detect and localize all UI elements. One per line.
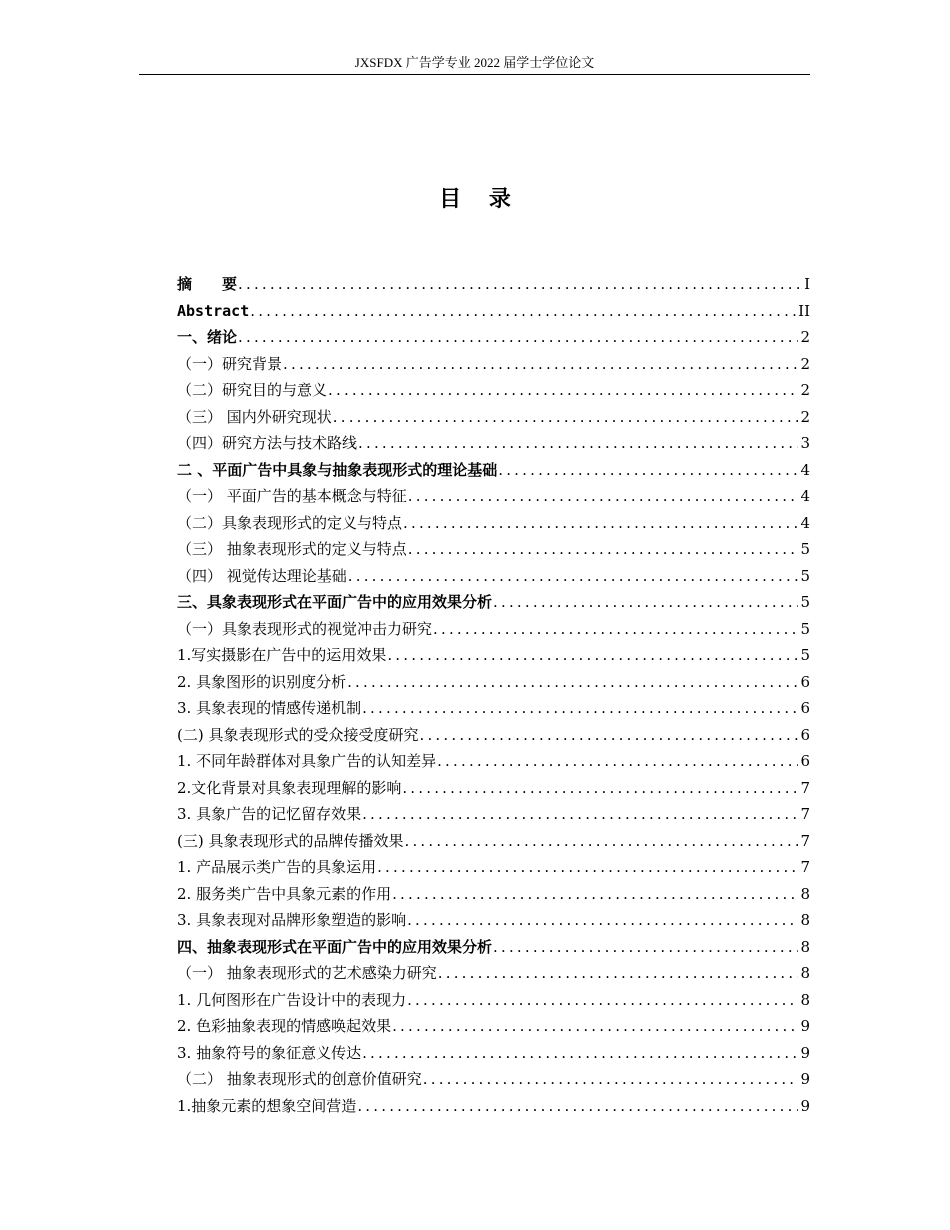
toc-dot-leader (498, 457, 798, 484)
toc-dot-leader (362, 801, 798, 828)
toc-section-entry[interactable] (177, 960, 810, 987)
toc-section-entry[interactable] (177, 775, 810, 802)
toc-page-number: 9 (800, 1096, 810, 1115)
toc-section-entry[interactable] (177, 907, 810, 934)
toc-section-entry[interactable] (177, 881, 810, 908)
toc-page-number: 2 (800, 407, 810, 426)
toc-dot-leader (358, 430, 798, 457)
toc-page-number: 7 (800, 831, 810, 850)
toc-chapter-entry[interactable] (177, 324, 810, 351)
toc-page-number: 7 (800, 858, 810, 876)
toc-page-number: 6 (800, 699, 810, 717)
toc-page-number: 2 (800, 354, 810, 373)
toc-dot-leader (392, 881, 798, 908)
toc-section-entry[interactable] (177, 536, 810, 563)
toc-page-number: 5 (800, 593, 810, 611)
toc-page-number: 9 (800, 1070, 810, 1088)
toc-entry-title: 1. 产品展示类广告的具象运用 (177, 858, 377, 876)
toc-page-number: II (798, 301, 810, 320)
toc-dot-leader (362, 1040, 798, 1067)
toc-entry-title: 1.写实摄影在广告中的运用效果 (177, 646, 387, 664)
toc-entry-title: 2. 色彩抽象表现的情感唤起效果 (177, 1017, 392, 1035)
toc-dot-leader (328, 377, 798, 404)
toc-section-entry[interactable] (177, 642, 810, 669)
toc-section-entry[interactable] (177, 1093, 810, 1120)
toc-entry-title: 1. 不同年龄群体对具象广告的认知差异 (177, 752, 437, 770)
toc-entry-title: 三、具象表现形式在平面广告中的应用效果分析 (177, 593, 493, 611)
toc-section-entry[interactable] (177, 987, 810, 1014)
toc-dot-leader (250, 298, 796, 325)
toc-page-number: 3 (800, 434, 810, 452)
toc-chapter-entry[interactable] (177, 298, 810, 325)
toc-page-number: 8 (800, 911, 810, 929)
toc-section-entry[interactable] (177, 801, 810, 828)
toc-entry-title: （一） 抽象表现形式的艺术感染力研究 (177, 964, 437, 982)
toc-dot-leader (493, 934, 798, 961)
toc-section-entry[interactable] (177, 828, 810, 855)
toc-title: 目 录 (439, 187, 521, 212)
toc-page-number: 5 (800, 619, 810, 638)
toc-section-entry[interactable] (177, 1066, 810, 1093)
toc-page-number: 8 (800, 937, 810, 956)
toc-section-entry[interactable] (177, 1013, 810, 1040)
toc-page-number: 6 (800, 752, 810, 770)
toc-entry-title: 1.抽象元素的想象空间营造 (177, 1096, 357, 1115)
toc-chapter-entry[interactable] (177, 934, 810, 961)
toc-chapter-entry[interactable] (177, 457, 810, 484)
toc-entry-title: （四） 视觉传达理论基础 (177, 566, 347, 585)
toc-page-number: 4 (800, 460, 810, 479)
toc-dot-leader (357, 1093, 798, 1120)
toc-entry-title: Abstract (177, 301, 250, 320)
toc-dot-leader (362, 695, 798, 722)
toc-chapter-entry[interactable] (177, 589, 810, 616)
toc-dot-leader (408, 483, 799, 510)
toc-section-entry[interactable] (177, 1040, 810, 1067)
toc-dot-leader (403, 510, 798, 537)
toc-entry-title: （一） 平面广告的基本概念与特征 (177, 487, 407, 505)
toc-section-entry[interactable] (177, 563, 810, 590)
toc-entry-title: (三) 具象表现形式的品牌传播效果 (177, 831, 404, 850)
toc-dot-leader (402, 775, 798, 802)
toc-page-number: 7 (800, 805, 810, 823)
toc-dot-leader (404, 828, 798, 855)
toc-entry-title: 2. 具象图形的识别度分析 (177, 672, 347, 691)
toc-entry-title: （四）研究方法与技术路线 (177, 434, 358, 452)
toc-dot-leader (407, 907, 798, 934)
toc-section-entry[interactable] (177, 854, 810, 881)
toc-section-entry[interactable] (177, 669, 810, 696)
toc-section-entry[interactable] (177, 510, 810, 537)
toc-page-number: 4 (800, 487, 810, 505)
toc-page-number: 4 (800, 513, 810, 532)
toc-entry-title: 四、抽象表现形式在平面广告中的应用效果分析 (177, 937, 493, 956)
toc-dot-leader (347, 669, 798, 696)
toc-section-entry[interactable] (177, 616, 810, 643)
toc-entry-title: （三） 国内外研究现状 (177, 407, 332, 426)
toc-entry-title: 摘 要 (177, 275, 238, 293)
header-rule (139, 74, 810, 75)
running-header: JXSFDX 广告学专业 2022 届学士学位论文 (354, 55, 595, 70)
toc-page-number: 7 (800, 778, 810, 797)
toc-dot-leader (238, 271, 802, 298)
toc-dot-leader (408, 536, 799, 563)
toc-dot-leader (333, 404, 799, 431)
toc-dot-leader (433, 616, 798, 643)
toc-page-number: 5 (800, 540, 810, 558)
toc-page-number: 9 (800, 1043, 810, 1062)
toc-page-number: 6 (800, 725, 810, 744)
toc-entry-title: 2.文化背景对具象表现理解的影响 (177, 778, 402, 797)
toc-entry-title: （二）具象表现形式的定义与特点 (177, 513, 403, 532)
toc-entry-title: 二 、平面广告中具象与抽象表现形式的理论基础 (177, 460, 498, 479)
toc-entry-title: 3. 具象表现对品牌形象塑造的影响 (177, 911, 407, 929)
toc-section-entry[interactable] (177, 748, 810, 775)
toc-entry-title: 3. 具象广告的记忆留存效果 (177, 805, 362, 823)
toc-page-number: 9 (800, 1017, 810, 1035)
toc-entry-title: 2. 服务类广告中具象元素的作用 (177, 884, 392, 903)
toc-dot-leader (392, 1013, 798, 1040)
toc-section-entry[interactable] (177, 351, 810, 378)
toc-dot-leader (493, 589, 798, 616)
toc-page-number: 2 (800, 381, 810, 399)
toc-dot-leader (437, 748, 798, 775)
toc-section-entry[interactable] (177, 722, 810, 749)
toc-section-entry[interactable] (177, 430, 810, 457)
toc-page-number: 5 (800, 646, 810, 664)
toc-page-number: 6 (800, 672, 810, 691)
toc-entry-title: (二) 具象表现形式的受众接受度研究 (177, 725, 419, 744)
toc-section-entry[interactable] (177, 695, 810, 722)
toc-entry-title: （二） 抽象表现形式的创意价值研究 (177, 1070, 422, 1088)
toc-dot-leader (407, 987, 798, 1014)
toc-section-entry[interactable] (177, 404, 810, 431)
toc-page-number: I (804, 275, 810, 293)
toc-page-number: 5 (800, 566, 810, 585)
toc-entry-title: 3. 具象表现的情感传递机制 (177, 699, 362, 717)
toc-section-entry[interactable] (177, 483, 810, 510)
toc-page-number: 2 (800, 328, 810, 346)
toc-dot-leader (238, 324, 798, 351)
toc-dot-leader (387, 642, 798, 669)
toc-dot-leader (423, 1066, 799, 1093)
toc-dot-leader (348, 563, 799, 590)
toc-entry-title: （一）具象表现形式的视觉冲击力研究 (177, 619, 433, 638)
toc-entry-title: 一、绪论 (177, 328, 238, 346)
toc-entry-title: （三） 抽象表现形式的定义与特点 (177, 540, 407, 558)
table-of-contents (177, 271, 810, 1119)
toc-entry-title: 3. 抽象符号的象征意义传达 (177, 1043, 362, 1062)
toc-dot-leader (438, 960, 799, 987)
toc-dot-leader (419, 722, 798, 749)
toc-entry-title: （一）研究背景 (177, 354, 283, 373)
toc-dot-leader (283, 351, 798, 378)
toc-page-number: 8 (800, 964, 810, 982)
toc-dot-leader (377, 854, 798, 881)
toc-entry-title: 1. 几何图形在广告设计中的表现力 (177, 990, 407, 1009)
toc-chapter-entry[interactable] (177, 271, 810, 298)
toc-page-number: 8 (800, 884, 810, 903)
toc-section-entry[interactable] (177, 377, 810, 404)
toc-entry-title: （二）研究目的与意义 (177, 381, 328, 399)
toc-page-number: 8 (800, 990, 810, 1009)
